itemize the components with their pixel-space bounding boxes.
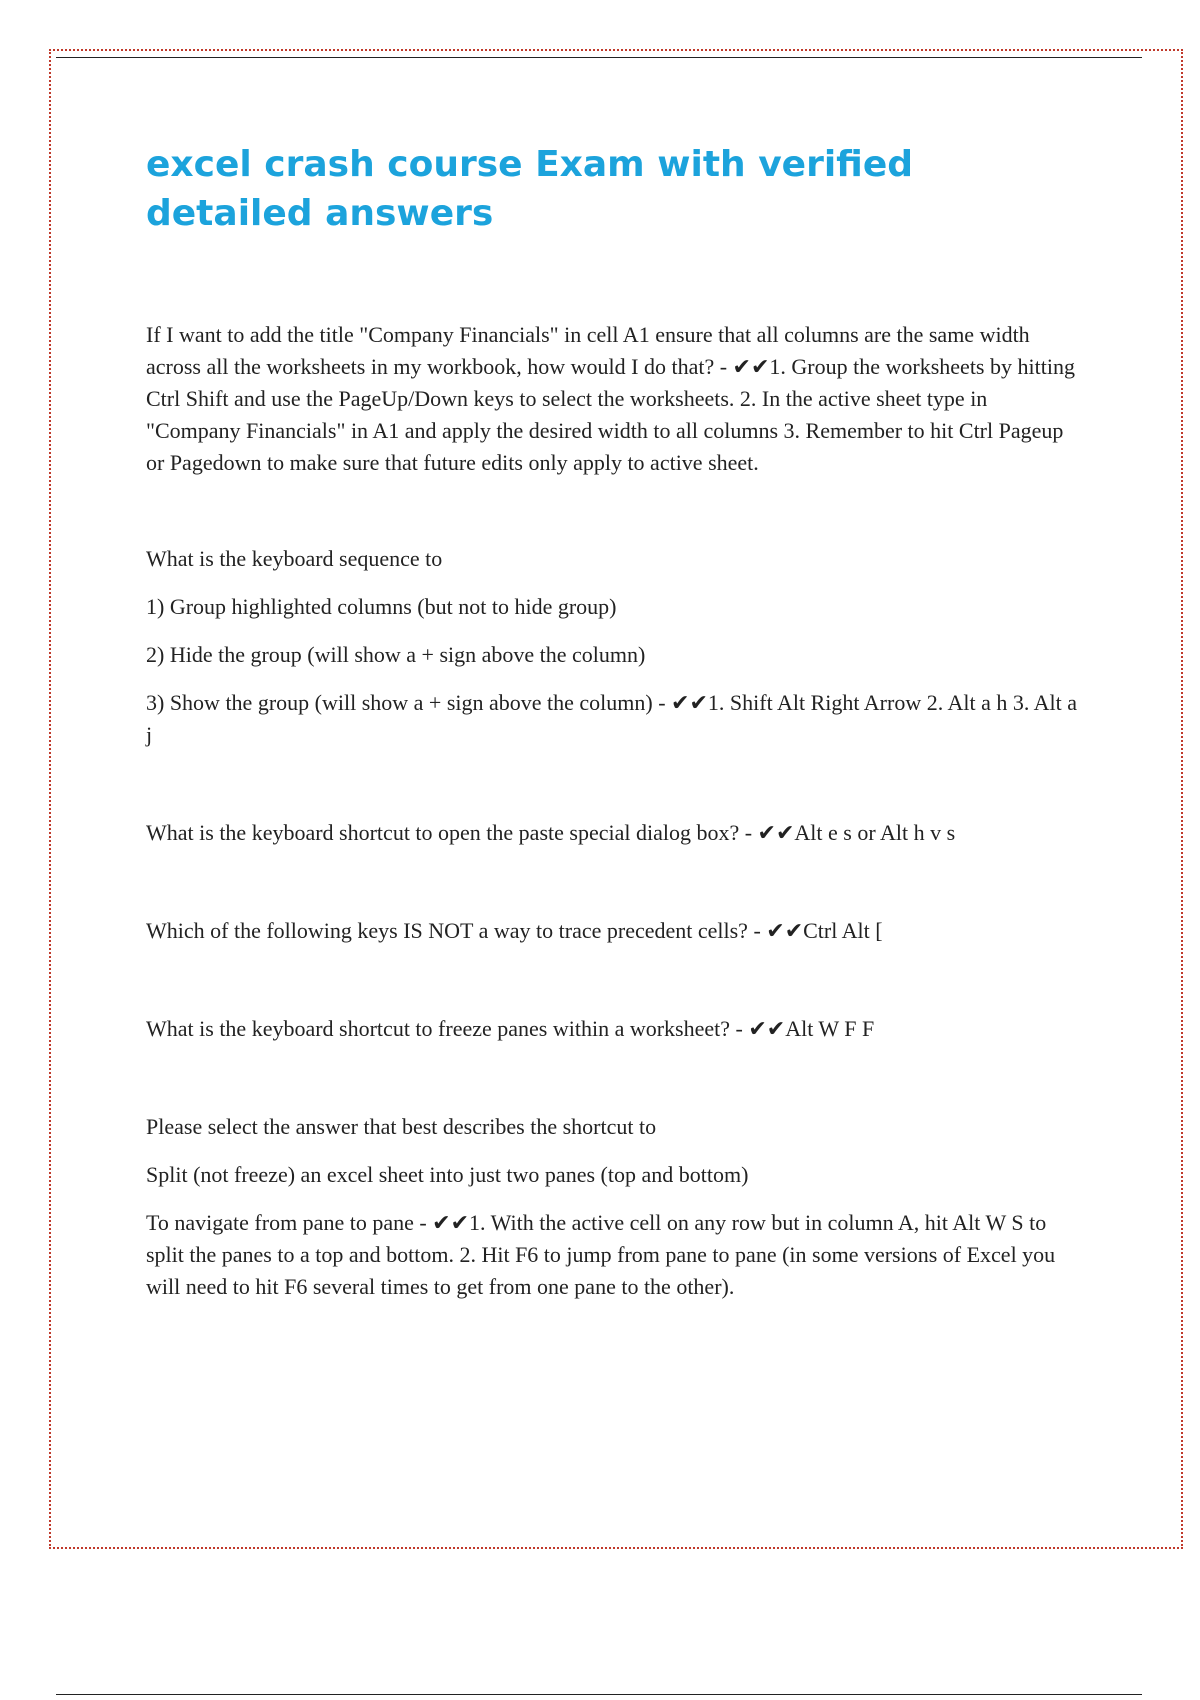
qa-item (146, 319, 1086, 479)
qa-paragraph: What is the keyboard shortcut to freeze panes within a worksheet? - ✔✔Alt W F F (146, 1016, 875, 1041)
qa-paragraph: What is the keyboard sequence to (146, 546, 443, 571)
qa-item (146, 1013, 1086, 1045)
qa-paragraph: If I want to add the title "Company Financials" in cell A1 ensure that all columns are the same width across all the worksheets in my workbook, how would I do that? - ✔✔1. Group the worksheets by hitting Ctrl Shift and use the PageUp/Down keys to select the worksheets. 2. In the active sheet type in "Company Financials" in A1 and apply the desired width to all columns 3. Remember to hit Ctrl Pageup or Pagedown to make sure that future edits only apply to active sheet. (146, 322, 1075, 475)
section-spacer (146, 751, 1086, 817)
section-spacer (146, 1045, 1086, 1111)
qa-item (146, 915, 1086, 947)
qa-item (146, 543, 1086, 751)
qa-paragraph: 3) Show the group (will show a + sign above the column) - ✔✔1. Shift Alt Right Arrow 2. Alt a h 3. Alt a j (146, 690, 1078, 747)
qa-paragraph: 1) Group highlighted columns (but not to hide group) (146, 594, 617, 619)
qa-paragraph: Please select the answer that best describes the shortcut to (146, 1114, 657, 1139)
section-spacer (146, 479, 1086, 543)
qa-paragraph: To navigate from pane to pane - ✔✔1. With the active cell on any row but in column A, hit Alt W S to split the panes to a top and bottom. 2. Hit F6 to jump from pane to pane (in some versions of Excel you will need to hit F6 several times to get from one pane to the other). (146, 1210, 1056, 1299)
section-spacer (146, 849, 1086, 915)
qa-paragraph: What is the keyboard shortcut to open the paste special dialog box? - ✔✔Alt e s or Alt h v s (146, 820, 956, 845)
bottom-rule (56, 1694, 1142, 1695)
qa-paragraph: Split (not freeze) an excel sheet into just two panes (top and bottom) (146, 1162, 749, 1187)
section-spacer (146, 947, 1086, 1013)
document-content (146, 140, 1086, 1303)
qa-paragraph: Which of the following keys IS NOT a way to trace precedent cells? - ✔✔Ctrl Alt [ (146, 918, 883, 943)
document-title: excel crash course Exam with verified detailed answers (146, 144, 914, 234)
qa-paragraph: 2) Hide the group (will show a + sign above the column) (146, 642, 646, 667)
qa-item (146, 1111, 1086, 1303)
qa-item (146, 817, 1086, 849)
